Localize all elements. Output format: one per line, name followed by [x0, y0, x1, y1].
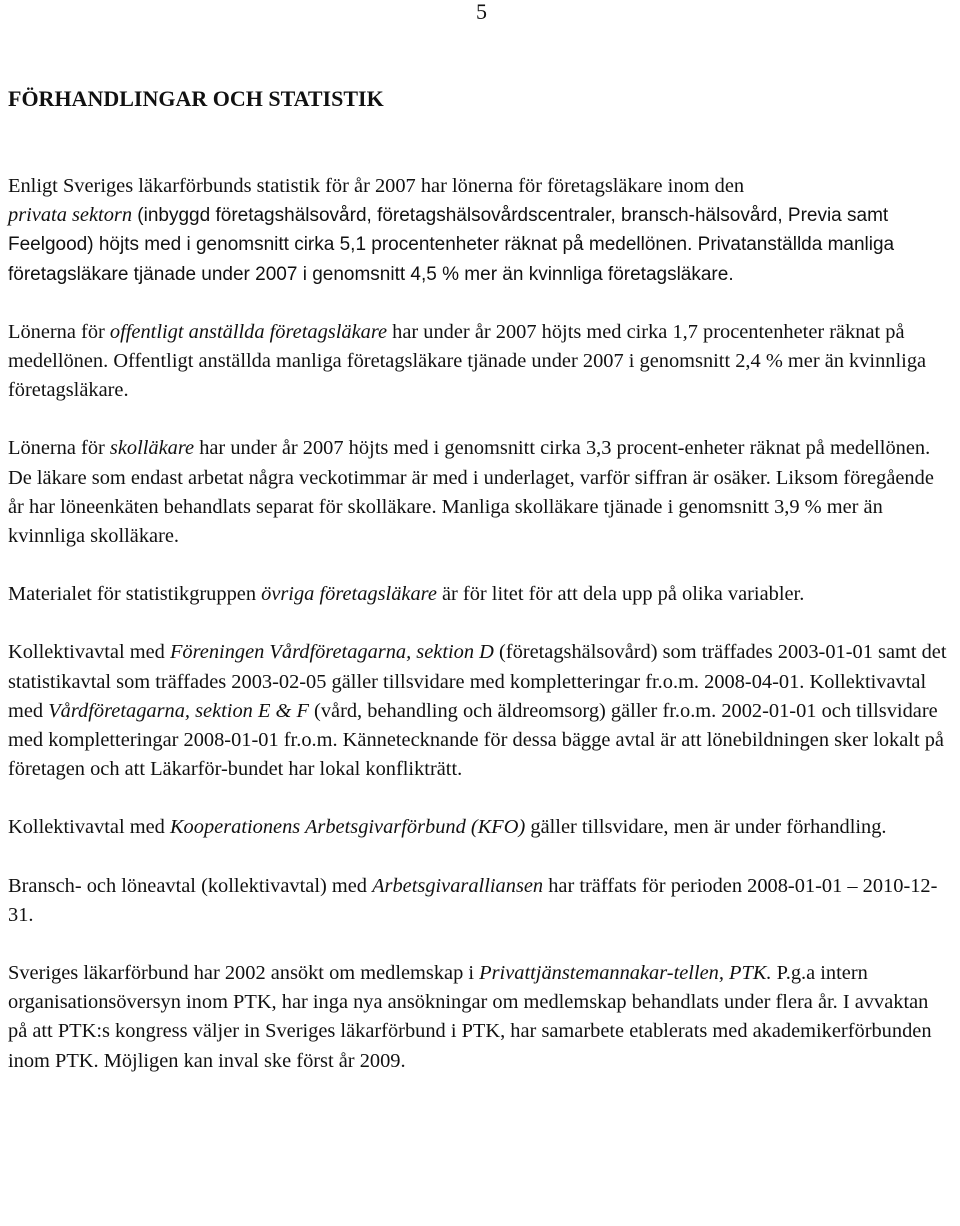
paragraph-collective-agreement-kfo	[8, 813, 952, 842]
text-span: Sveriges läkarförbund har 2002 ansökt om medlemskap i	[8, 962, 480, 985]
emphasis: offentligt anställda företagsläkare	[109, 320, 388, 343]
emphasis: Föreningen Vårdföretagarna, sektion D	[169, 641, 494, 664]
text-span: har under år 2007 höjts med cirka 1,7 procentenheter räknat på medellönen. Offentligt anställda manliga företagsläkare tjänade under 2007 i genomsnitt 2,4 % mer än kvinnliga företagsläkare.	[8, 320, 927, 402]
page-number: 5	[476, 0, 487, 24]
paragraph-arbetsgivaralliansen	[8, 872, 952, 930]
emphasis: privata sektorn	[8, 204, 133, 227]
text-span: (företagshälsovård) som träffades 2003-01-01 samt det statistikavtal som träffades 2003-02-05 gäller tillsvidare med kompletteringar fr.o.m. 2008-04-01. Kollektivavtal med	[8, 641, 947, 722]
emphasis: Arbetsgivaralliansen	[372, 874, 544, 897]
paragraph-private-sector-first-line	[8, 172, 952, 201]
text-span: Kollektivavtal med	[8, 641, 170, 664]
paragraph-collective-agreement-vardforetagarna	[8, 638, 952, 784]
text-span: gäller tillsvidare, men är under förhandling.	[525, 816, 887, 839]
text-span: Enligt Sveriges läkarförbunds statistik för år 2007 har lönerna för företagsläkare inom den	[8, 175, 745, 197]
emphasis: övriga företagsläkare	[261, 583, 437, 606]
text-span: Lönerna för	[8, 437, 110, 460]
paragraph-other-doctors	[8, 580, 952, 609]
emphasis: Kooperationens Arbetsgivarförbund (KFO)	[169, 816, 526, 839]
emphasis: Privattjänstemannakar-tellen, PTK.	[479, 962, 772, 985]
text-span: Materialet för statistikgruppen	[8, 583, 262, 606]
emphasis: Vårdföretagarna, sektion E & F	[48, 699, 309, 722]
text-span: (inbyggd företagshälsovård, företagshälsovårdscentraler, bransch-hälsovård, Previa samt Feelgood) höjts med i genomsnitt cirka 5,1 procentenheter räknat på medellönen. Privatanställda manliga företagsläkare tjänade under 2007 i genomsnitt 4,5 % mer än kvinnliga företagsläkare.	[8, 205, 895, 285]
section-heading: FÖRHANDLINGAR OCH STATISTIK	[8, 86, 384, 111]
paragraph-school-doctors	[8, 434, 952, 551]
paragraph-public-sector	[8, 318, 952, 406]
text-span: Bransch- och löneavtal (kollektivavtal) med	[8, 874, 373, 897]
text-span: är för litet för att dela upp på olika variabler.	[436, 583, 805, 606]
text-span: har under år 2007 höjts med i genomsnitt cirka 3,3 procent-enheter räknat på medellönen. De läkare som endast arbetat några veckotimmar är med i underlaget, varför siffran är osäker. Liksom föregående år har löneenkäten behandlats separat för skolläkare. Manliga skolläkare tjänade i genomsnitt 3,9 % mer än kvinnliga skolläkare.	[8, 437, 934, 548]
paragraph-ptk-membership	[8, 959, 952, 1076]
emphasis: skolläkare	[109, 437, 195, 460]
text-span: P.g.a intern organisationsöversyn inom PTK, har inga nya ansökningar om medlemskap behandlats under flera år. I avvaktan på att PTK:s kongress väljer in Sveriges läkarförbund i PTK, har samarbete etablerats med akademikerförbunden inom PTK. Möjligen kan inval ske först år 2009.	[8, 962, 932, 1072]
text-span: Kollektivavtal med	[8, 816, 170, 839]
document-body	[8, 172, 952, 1105]
text-span: Lönerna för	[8, 320, 110, 343]
text-span: har träffats för perioden 2008-01-01 – 2010-12-31.	[8, 874, 938, 926]
text-span: (vård, behandling och äldreomsorg) gäller fr.o.m. 2002-01-01 och tillsvidare med kompletteringar 2008-01-01 fr.o.m. Kännetecknande för dessa bägge avtal är att lönebildningen sker lokalt på företagen och att Läkarför-bundet har lokal konflikträtt.	[8, 699, 944, 781]
paragraph-private-sector	[8, 201, 952, 289]
